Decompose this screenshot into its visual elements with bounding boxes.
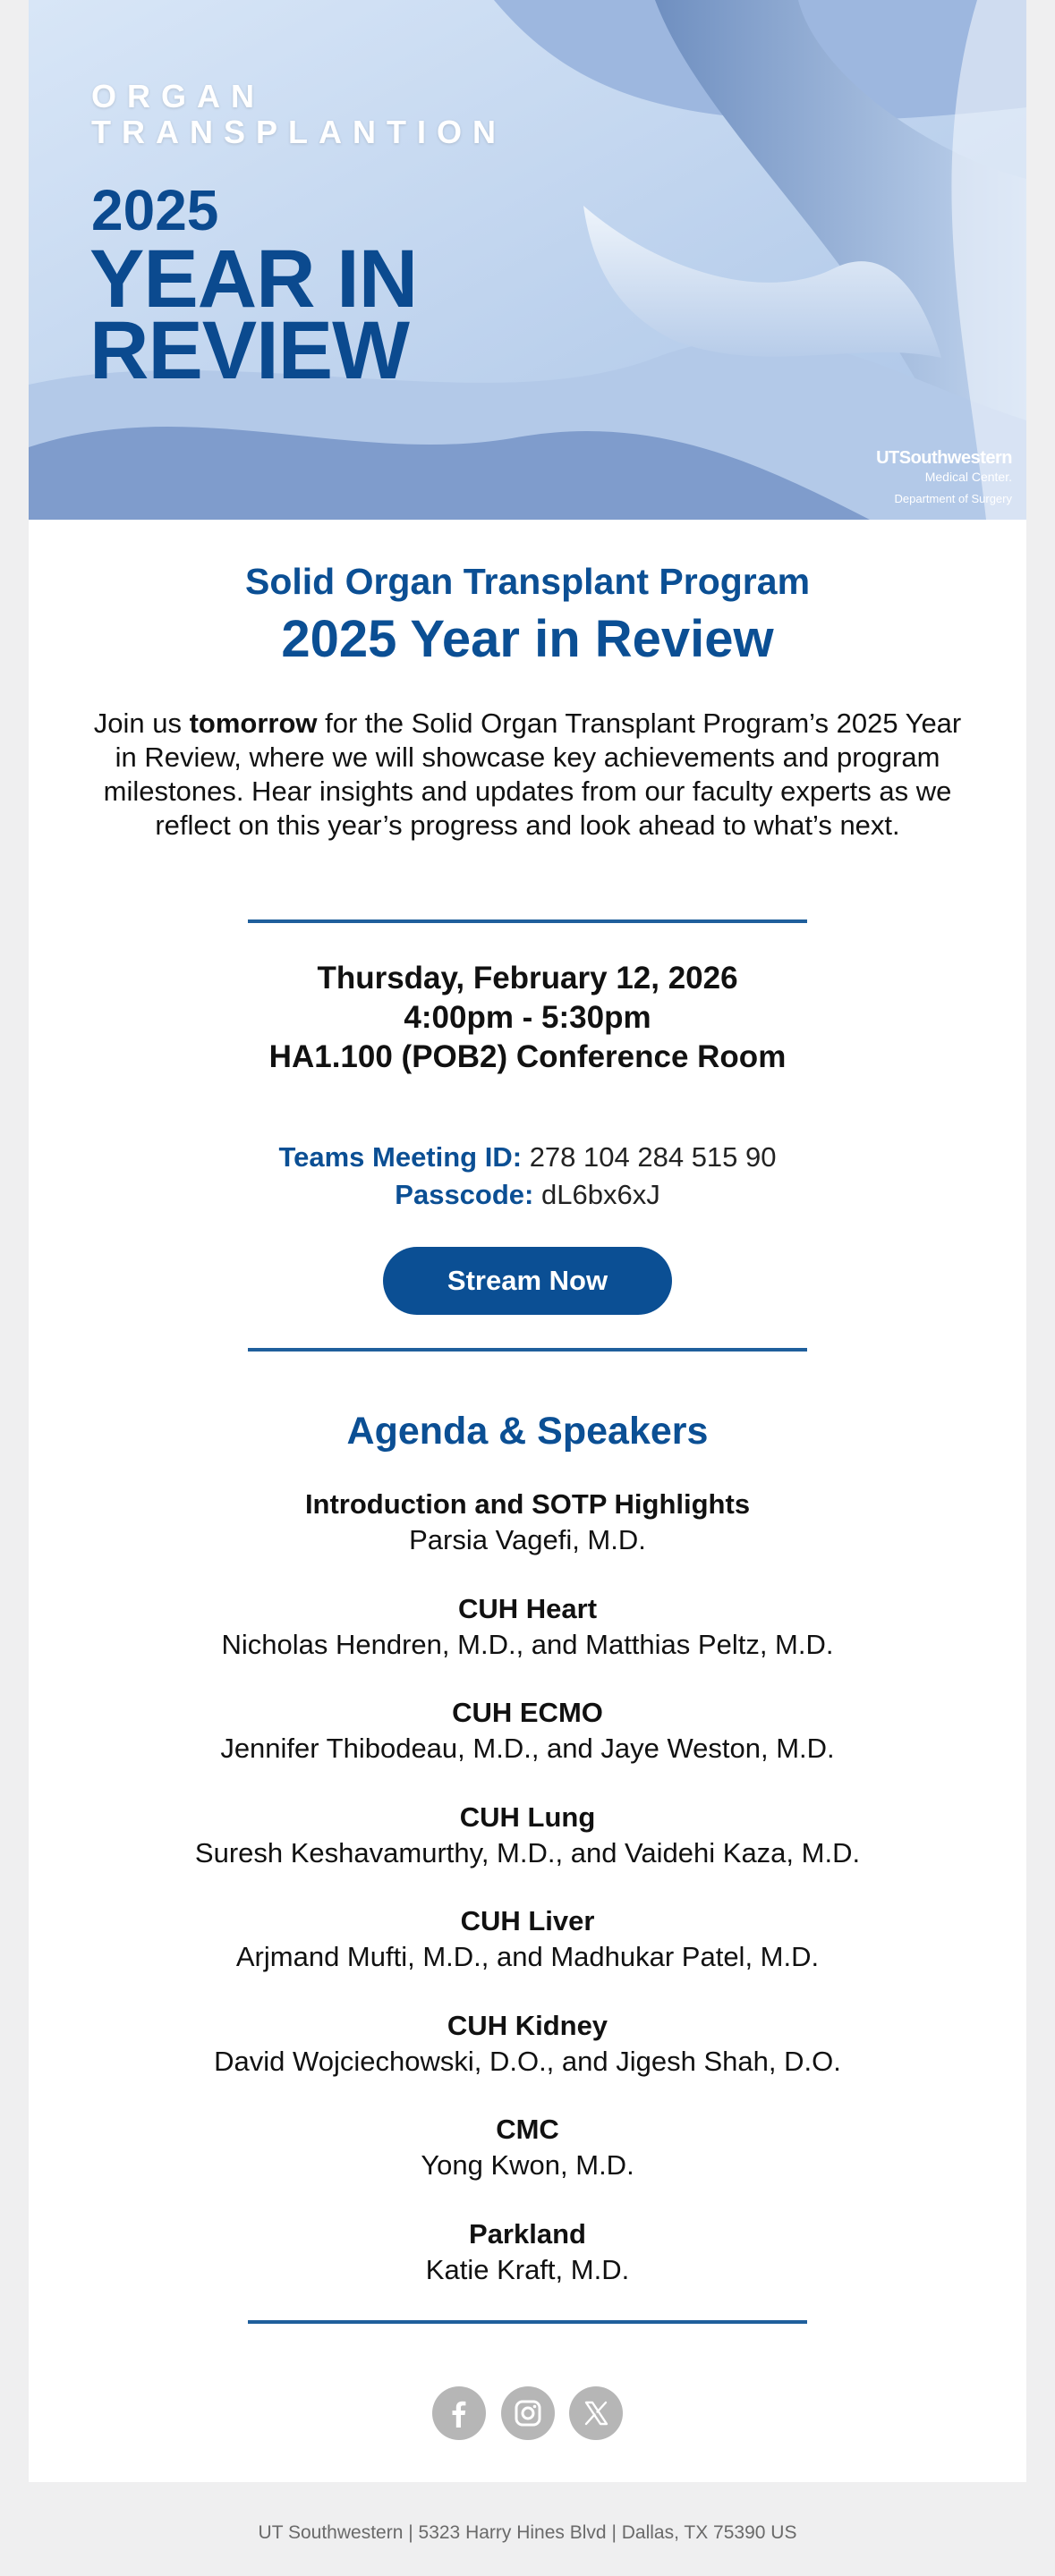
event-time: 4:00pm - 5:30pm (404, 1000, 651, 1035)
agenda-item (29, 1800, 1026, 1904)
event-date: Thursday, February 12, 2026 (317, 961, 738, 996)
event-location: HA1.100 (POB2) Conference Room (268, 1039, 787, 1074)
agenda-topic: CUH Kidney (447, 2009, 608, 2041)
divider (248, 2320, 807, 2324)
agenda-item (29, 1591, 1026, 1696)
x-glyph (580, 2397, 612, 2429)
hero-year: 2025 (91, 178, 219, 242)
agenda-topic: CUH ECMO (452, 1697, 603, 1728)
email-card (29, 0, 1026, 2482)
agenda-speakers: Parsia Vagefi, M.D. (409, 1524, 646, 1555)
agenda-item (29, 2216, 1026, 2321)
stream-now-button[interactable]: Stream Now (383, 1247, 672, 1315)
agenda-title: Agenda & Speakers (346, 1410, 709, 1453)
facebook-icon[interactable] (432, 2386, 486, 2440)
teams-meeting-id (29, 1139, 1026, 1176)
intro-emphasis: tomorrow (189, 708, 318, 739)
agenda-speakers: Jennifer Thibodeau, M.D., and Jaye Weston, M.D. (220, 1733, 835, 1764)
utsw-logo (876, 448, 1012, 505)
agenda-item (29, 2112, 1026, 2216)
agenda-item (29, 2008, 1026, 2113)
agenda-topic: CUH Heart (457, 1592, 598, 1624)
intro-paragraph (82, 707, 973, 843)
hero-eyebrow (91, 79, 506, 150)
meeting-id-value: 278 104 284 515 90 (529, 1141, 777, 1173)
agenda-item (29, 1695, 1026, 1800)
agenda-speakers: Katie Kraft, M.D. (425, 2253, 630, 2285)
hero-title (89, 233, 626, 396)
facebook-glyph (443, 2397, 475, 2429)
agenda-speakers: Arjmand Mufti, M.D., and Madhukar Patel, M.D. (235, 1941, 820, 1972)
intro-text-rest: for the Solid Organ Transplant Program’s 2025 Year in Review, where we will showcase key achievements and program milestones. Hear insights and updates from our faculty experts as we reflect on this year’s progress and look ahead to what’s next. (103, 708, 962, 841)
agenda-list (29, 1487, 1026, 2320)
teams-passcode (29, 1176, 1026, 1214)
agenda-speakers: Nicholas Hendren, M.D., and Matthias Peltz, M.D. (221, 1628, 834, 1660)
social-links (29, 2386, 1026, 2440)
hero-title-line-1: YEAR IN (89, 233, 418, 325)
agenda-speakers: David Wojciechowski, D.O., and Jigesh Shah, D.O. (214, 2045, 841, 2077)
hero-banner (29, 0, 1026, 520)
program-title: Solid Organ Transplant Program (244, 561, 811, 602)
agenda-topic: Introduction and SOTP Highlights (304, 1488, 751, 1520)
hero-eyebrow-line-2: TRANSPLANTION (91, 114, 506, 150)
divider (248, 1348, 807, 1352)
agenda-item (29, 1903, 1026, 2008)
agenda-topic: CUH Lung (459, 1801, 596, 1833)
passcode-label: Passcode: (395, 1179, 534, 1210)
intro-text-start: Join us (93, 708, 190, 739)
agenda-topic: CMC (496, 2114, 559, 2145)
agenda-item (29, 1487, 1026, 1591)
divider (248, 919, 807, 923)
agenda-speakers: Suresh Keshavamurthy, M.D., and Vaidehi Kaza, M.D. (194, 1836, 861, 1868)
agenda-topic: CUH Liver (460, 1905, 595, 1936)
passcode-value: dL6bx6xJ (540, 1179, 660, 1210)
logo-sub: Medical Center. (924, 470, 1012, 484)
review-title: 2025 Year in Review (281, 610, 774, 668)
instagram-glyph (512, 2397, 544, 2429)
logo-department: Department of Surgery (894, 492, 1012, 505)
logo-main: UTSouthwestern (876, 448, 1012, 468)
agenda-speakers: Yong Kwon, M.D. (421, 2149, 634, 2181)
x-icon[interactable] (569, 2386, 623, 2440)
footer-address: UT Southwestern | 5323 Harry Hines Blvd | Dallas, TX 75390 US (258, 2522, 797, 2543)
hero-title-line-2: REVIEW (89, 305, 409, 396)
instagram-icon[interactable] (501, 2386, 555, 2440)
meeting-id-label: Teams Meeting ID: (278, 1141, 523, 1173)
agenda-topic: Parkland (469, 2217, 586, 2250)
hero-eyebrow-line-1: ORGAN (91, 78, 265, 114)
